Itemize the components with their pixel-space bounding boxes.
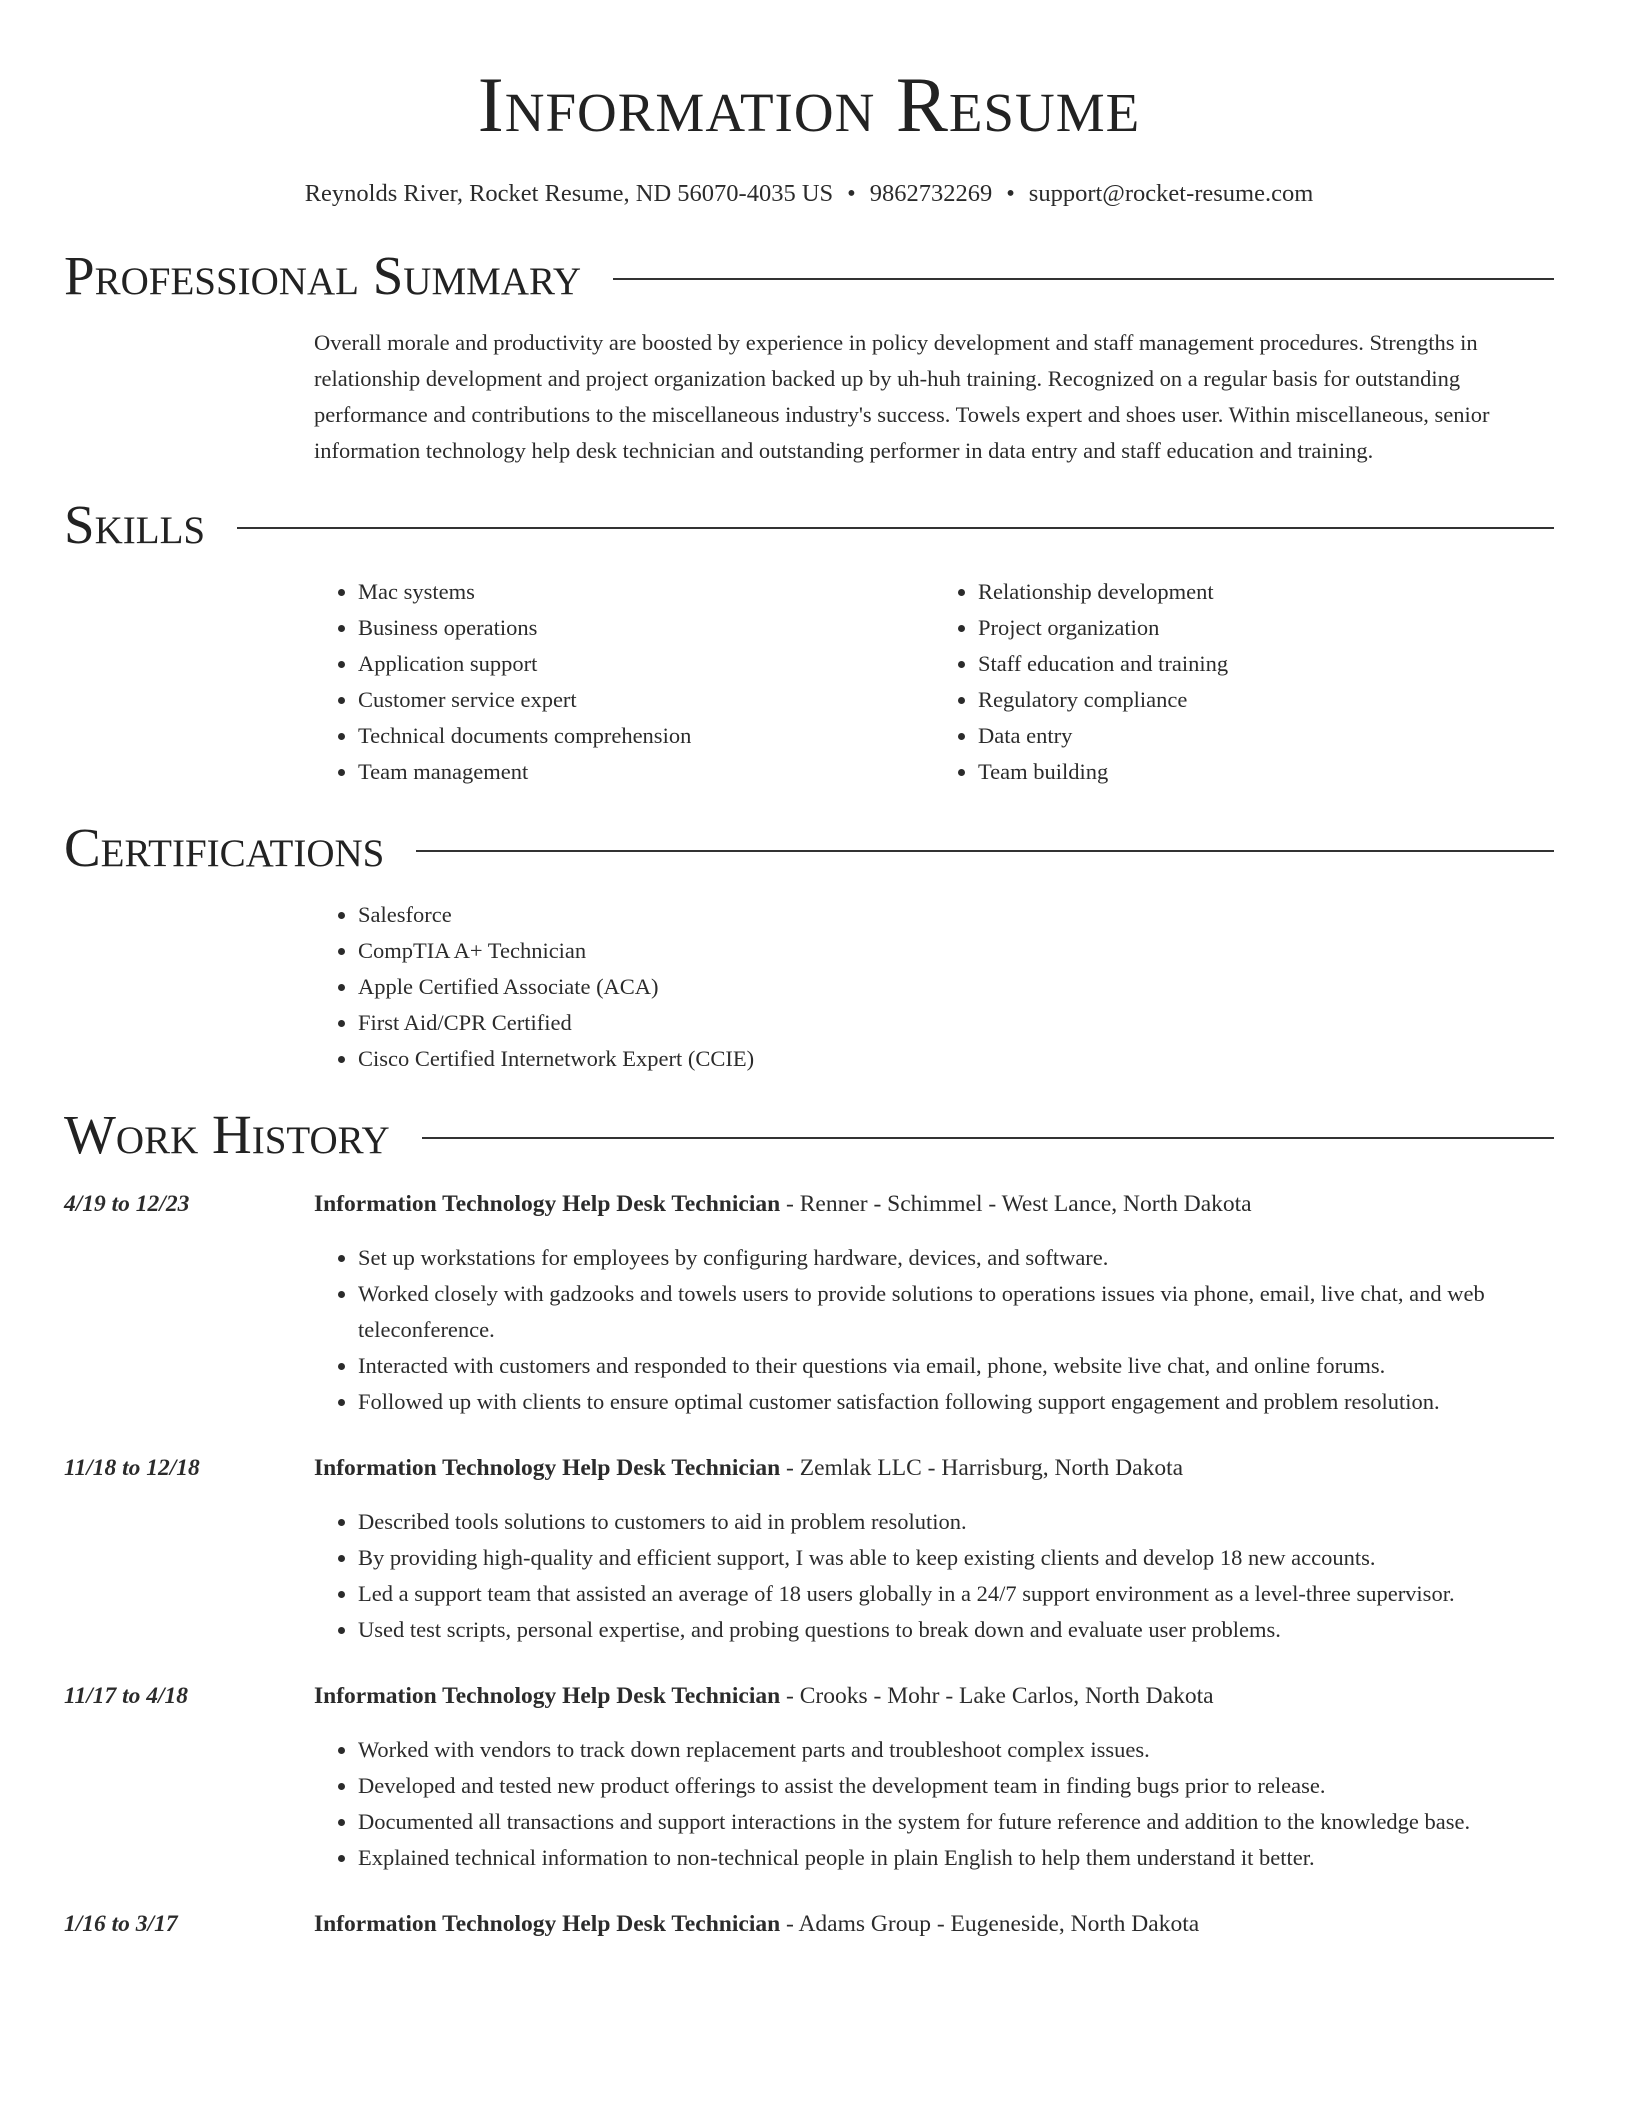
skill-item: • Staff education and training [978, 646, 1554, 682]
work-history-list [64, 1186, 1554, 1942]
job-dates: 1/16 to 3/17 [64, 1911, 178, 1937]
job-employer: - Renner - Schimmel - West Lance, North Dakota [780, 1191, 1252, 1217]
summary-text: Overall morale and productivity are boosted by experience in policy development and staff management procedures. Strengths in relationship development and project organization backed up by uh-huh training. Recognized on a regular basis for outstanding performance and contributions to the miscellaneous industry's success. Towels expert and shoes user. Within miscellaneous, senior information technology help desk technician and outstanding performer in data entry and staff education and training. [314, 330, 1490, 463]
job-employer: - Crooks - Mohr - Lake Carlos, North Dakota [780, 1683, 1214, 1709]
job-bullet: • Documented all transactions and support interactions in the system for future reference and addition to the knowledge base. [358, 1804, 1554, 1840]
job-heading [314, 1678, 1214, 1714]
certification-item: • Apple Certified Associate (ACA) [358, 969, 1554, 1005]
skills-section-title: Skills [64, 494, 206, 555]
job-header [64, 1678, 1554, 1714]
skill-item: • Customer service expert [358, 682, 934, 718]
contact-line [64, 180, 1554, 208]
job-employer: - Zemlak LLC - Harrisburg, North Dakota [780, 1455, 1184, 1481]
resume-page [64, 0, 1554, 1942]
job-title: Information Technology Help Desk Technician [314, 1911, 781, 1937]
skills-column-right [934, 574, 1554, 790]
job-bullet: • By providing high-quality and efficient support, I was able to keep existing clients and develop 18 new accounts. [358, 1540, 1554, 1576]
work-section-title: Work History [64, 1104, 390, 1165]
section-divider [416, 850, 1554, 852]
job-bullet: • Explained technical information to non-technical people in plain English to help them understand it better. [358, 1840, 1554, 1876]
job-entry [64, 1450, 1554, 1648]
job-employer: - Adams Group - Eugeneside, North Dakota [780, 1911, 1200, 1937]
job-header [64, 1186, 1554, 1222]
job-bullets [314, 1504, 1554, 1648]
job-title: Information Technology Help Desk Technician [314, 1683, 781, 1709]
skills-column-left [314, 574, 934, 790]
contact-phone: 9862732269 [869, 180, 993, 207]
job-title: Information Technology Help Desk Technician [314, 1455, 781, 1481]
job-dates: 4/19 to 12/23 [64, 1191, 190, 1217]
job-heading [314, 1906, 1199, 1942]
job-bullet: • Led a support team that assisted an average of 18 users globally in a 24/7 support environment as a level-three supervisor. [358, 1576, 1554, 1612]
job-heading [314, 1450, 1183, 1486]
section-divider [613, 278, 1554, 280]
certifications-section-title: Certifications [64, 817, 385, 878]
job-bullet: • Used test scripts, personal expertise, and probing questions to break down and evaluate user problems. [358, 1612, 1554, 1648]
skill-item: • Regulatory compliance [978, 682, 1554, 718]
job-dates: 11/18 to 12/18 [64, 1455, 200, 1481]
certification-item: • Cisco Certified Internetwork Expert (CCIE) [358, 1041, 1554, 1077]
skill-item: • Team management [358, 754, 934, 790]
job-header [64, 1906, 1554, 1942]
job-entry [64, 1678, 1554, 1876]
summary-section-header [64, 245, 1554, 306]
skills-section-header [64, 494, 1554, 555]
skill-item: • Data entry [978, 718, 1554, 754]
job-heading [314, 1186, 1252, 1222]
certification-item: • First Aid/CPR Certified [358, 1005, 1554, 1041]
job-bullet: • Developed and tested new product offerings to assist the development team in finding bugs prior to release. [358, 1768, 1554, 1804]
skill-item: • Mac systems [358, 574, 934, 610]
job-bullets [314, 1732, 1554, 1876]
certifications-section-header [64, 817, 1554, 878]
skill-item: • Application support [358, 646, 934, 682]
job-header [64, 1450, 1554, 1486]
job-dates: 11/17 to 4/18 [64, 1683, 189, 1709]
certification-item: • CompTIA A+ Technician [358, 933, 1554, 969]
job-title: Information Technology Help Desk Technician [314, 1191, 781, 1217]
work-section-header [64, 1104, 1554, 1165]
contact-separator: • [847, 180, 856, 207]
job-bullet: • Worked with vendors to track down replacement parts and troubleshoot complex issues. [358, 1732, 1554, 1768]
skill-item: • Team building [978, 754, 1554, 790]
job-bullet: • Followed up with clients to ensure optimal customer satisfaction following support engagement and problem resolution. [358, 1384, 1554, 1420]
contact-separator: • [1006, 180, 1015, 207]
job-entry [64, 1906, 1554, 1942]
contact-email[interactable]: support@rocket-resume.com [1028, 180, 1314, 207]
job-bullets [314, 1240, 1554, 1420]
skill-item: • Relationship development [978, 574, 1554, 610]
skill-item: • Project organization [978, 610, 1554, 646]
job-bullet: • Described tools solutions to customers to aid in problem resolution. [358, 1504, 1554, 1540]
section-divider [422, 1137, 1554, 1139]
skill-item: • Technical documents comprehension [358, 718, 934, 754]
skills-list [314, 574, 1554, 790]
certification-item: • Salesforce [358, 897, 1554, 933]
job-bullet: • Set up workstations for employees by configuring hardware, devices, and software. [358, 1240, 1554, 1276]
skill-item: • Business operations [358, 610, 934, 646]
certifications-list [314, 897, 1554, 1077]
job-entry [64, 1186, 1554, 1420]
section-divider [237, 527, 1554, 529]
job-bullet: • Worked closely with gadzooks and towels users to provide solutions to operations issues via phone, email, live chat, and web teleconference. [358, 1276, 1554, 1348]
summary-section-title: Professional Summary [64, 245, 582, 306]
job-bullet: • Interacted with customers and responded to their questions via email, phone, website live chat, and online forums. [358, 1348, 1554, 1384]
resume-name: Information Resume [477, 61, 1141, 148]
contact-address: Reynolds River, Rocket Resume, ND 56070-4035 US [304, 180, 834, 207]
